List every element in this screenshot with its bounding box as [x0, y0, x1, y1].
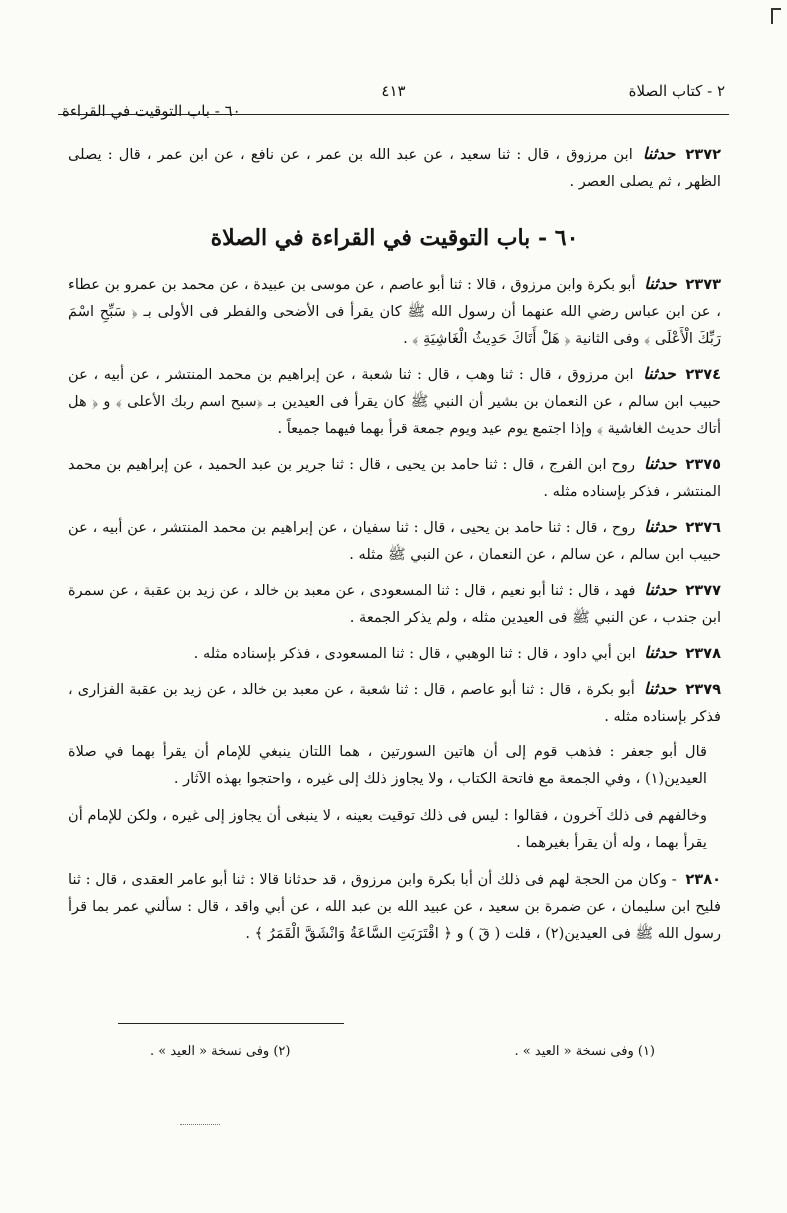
hadith-2377 [68, 576, 721, 631]
commentary-paragraph: قال أبو جعفر : فذهب قوم إلى أن هاتين السورتين ، هما اللتان ينبغي للإمام أن يقرأ بهما في صلاة العيدين(١) ، وفي الجمعة مع فاتحة الكتاب ، ولا يجاوز ذلك إلى غيره ، واحتجوا بهذه الآثار . [68, 743, 707, 787]
footnote-2: (٢) وفى نسخة « العيد » . [150, 1044, 291, 1059]
hadith-number: ٢٣٧٨ [685, 645, 721, 662]
hadith-lead-word: حدثنا [644, 643, 677, 662]
hadith-number: ٢٣٨٠ [685, 871, 722, 888]
hadith-2380 [68, 866, 721, 947]
hadith-text: - وكان من الحجة لهم فى ذلك أن أبا بكرة وابن مرزوق ، قد حدثانا قالا : ثنا أبو عامر العقدى ، قال : ثنا فليح ابن سليمان ، عن ضمرة بن سعيد ، عن عبيد الله بن عبد الله ، عن أبي واقد ، قال : سألني عمر بما قرأ رسول الله ﷺ فى العيدين(٢) ، قلت ( قٓ ) و ﴿ اقْتَرَبَتِ السَّاعَةُ وَانْشَقَّ الْقَمَرُ ﴾ . [68, 871, 721, 942]
header-book-title: ٢ - كتاب الصلاة [628, 82, 725, 100]
chapter-title: ٦٠ - باب التوقيت في القراءة في الصلاة [210, 225, 579, 251]
header-rule [58, 114, 729, 115]
hadith-lead-word: حدثنا [644, 580, 677, 599]
hadith-text: فهد ، قال : ثنا أبو نعيم ، قال : ثنا المسعودى ، عن معبد بن خالد ، عن زيد بن عقبة ، عن سمرة ابن جندب ، عن النبي ﷺ فى العيدين مثله ، ولم يذكر الجمعة . [68, 582, 721, 626]
main-text [68, 140, 721, 955]
commentary-paragraph: وخالفهم فى ذلك آخرون ، فقالوا : ليس فى ذلك توقيت بعينه ، لا ينبغى أن يجاوز إلى غيره ، ولكن للإمام أن يقرأ بهما ، وله أن يقرأ بغيرهما . [68, 807, 707, 851]
hadith-text: ابن مرزوق ، قال : ثنا وهب ، قال : ثنا شعبة ، عن إبراهيم بن محمد المنتشر ، عن أبيه ، عن حبيب ابن سالم ، عن النعمان بن بشير أن النبي ﷺ كان يقرأ فى العيدين بـ ﴿سبح اسم ربك الأعلى ﴾ و ﴿ هل أتاك حديث الغاشية ﴾ وإذا اجتمع يوم عيد ويوم جمعة قرأ بهما فيهما جميعاً . [68, 366, 721, 437]
hadith-lead-word: حدثنا [643, 364, 676, 383]
hadith-lead-word: حدثنا [644, 517, 677, 536]
footnotes [150, 1044, 655, 1068]
header-chapter-title: ٦٠ - باب التوقيت في القراءة [62, 102, 241, 120]
hadith-2376 [68, 513, 721, 568]
hadith-2372 [68, 140, 721, 195]
header-page-number: ٤١٣ [381, 82, 406, 100]
hadith-lead-word: حدثنا [643, 679, 677, 698]
running-header [62, 82, 725, 120]
hadith-text: ابن أبي داود ، قال : ثنا الوهبي ، قال : ثنا المسعودى ، فذكر بإسناده مثله . [193, 645, 636, 662]
hadith-lead-word: حدثنا [642, 144, 676, 163]
hadith-2378 [68, 639, 721, 667]
hadith-number: ٢٣٧٧ [685, 582, 722, 599]
hadith-number: ٢٣٧٣ [685, 276, 722, 293]
hadith-text: روح ، قال : ثنا حامد بن يحيى ، قال : ثنا سفيان ، عن إبراهيم بن محمد المنتشر ، عن أبيه ، عن حبيب ابن سالم ، عن سالم ، عن النعمان ، عن النبي ﷺ مثله . [68, 519, 721, 563]
hadith-number: ٢٣٧٩ [685, 681, 722, 698]
hadith-number: ٢٣٧٢ [685, 146, 722, 163]
hadith-text: أبو بكرة ، قال : ثنا أبو عاصم ، قال : ثنا شعبة ، عن معبد بن خالد ، عن زيد بن عقبة الفزارى ، فذكر بإسناده مثله . [68, 681, 721, 725]
hadith-text: أبو بكرة وابن مرزوق ، قالا : ثنا أبو عاصم ، عن موسى بن عبيدة ، عن محمد بن عمرو بن عطاء ، عن ابن عباس رضي الله عنهما أن رسول الله ﷺ كان يقرأ فى الأضحى والفطر فى الأولى بـ ﴿ سَبِّحِ اسْمَ رَبِّكَ الْأَعْلَى ﴾ وفى الثانية ﴿ هَلْ أَتَاكَ حَدِيثُ الْغَاشِيَةِ ﴾ . [68, 276, 721, 347]
hadith-number: ٢٣٧٦ [685, 519, 722, 536]
scan-speck [180, 1124, 220, 1125]
corner-mark [771, 8, 781, 24]
hadith-text: ابن مرزوق ، قال : ثنا سعيد ، عن عبد الله بن عمر ، عن نافع ، عن ابن عمر ، قال : يصلى الظهر ، ثم يصلى العصر . [68, 146, 721, 190]
footnote-1: (١) وفى نسخة « العيد » . [514, 1044, 655, 1059]
hadith-lead-word: حدثنا [644, 274, 677, 293]
hadith-2379 [68, 675, 721, 730]
hadith-lead-word: حدثنا [643, 454, 677, 473]
hadith-2373 [68, 270, 721, 352]
hadith-text: روح ابن الفرج ، قال : ثنا حامد بن يحيى ، قال : ثنا جرير بن عبد الحميد ، عن إبراهيم بن محمد المنتشر ، فذكر بإسناده مثله . [68, 456, 721, 500]
hadith-2374 [68, 360, 721, 442]
hadith-number: ٢٣٧٤ [685, 366, 722, 383]
hadith-number: ٢٣٧٥ [685, 456, 722, 473]
hadith-2375 [68, 450, 721, 505]
footnote-separator [118, 1023, 344, 1024]
